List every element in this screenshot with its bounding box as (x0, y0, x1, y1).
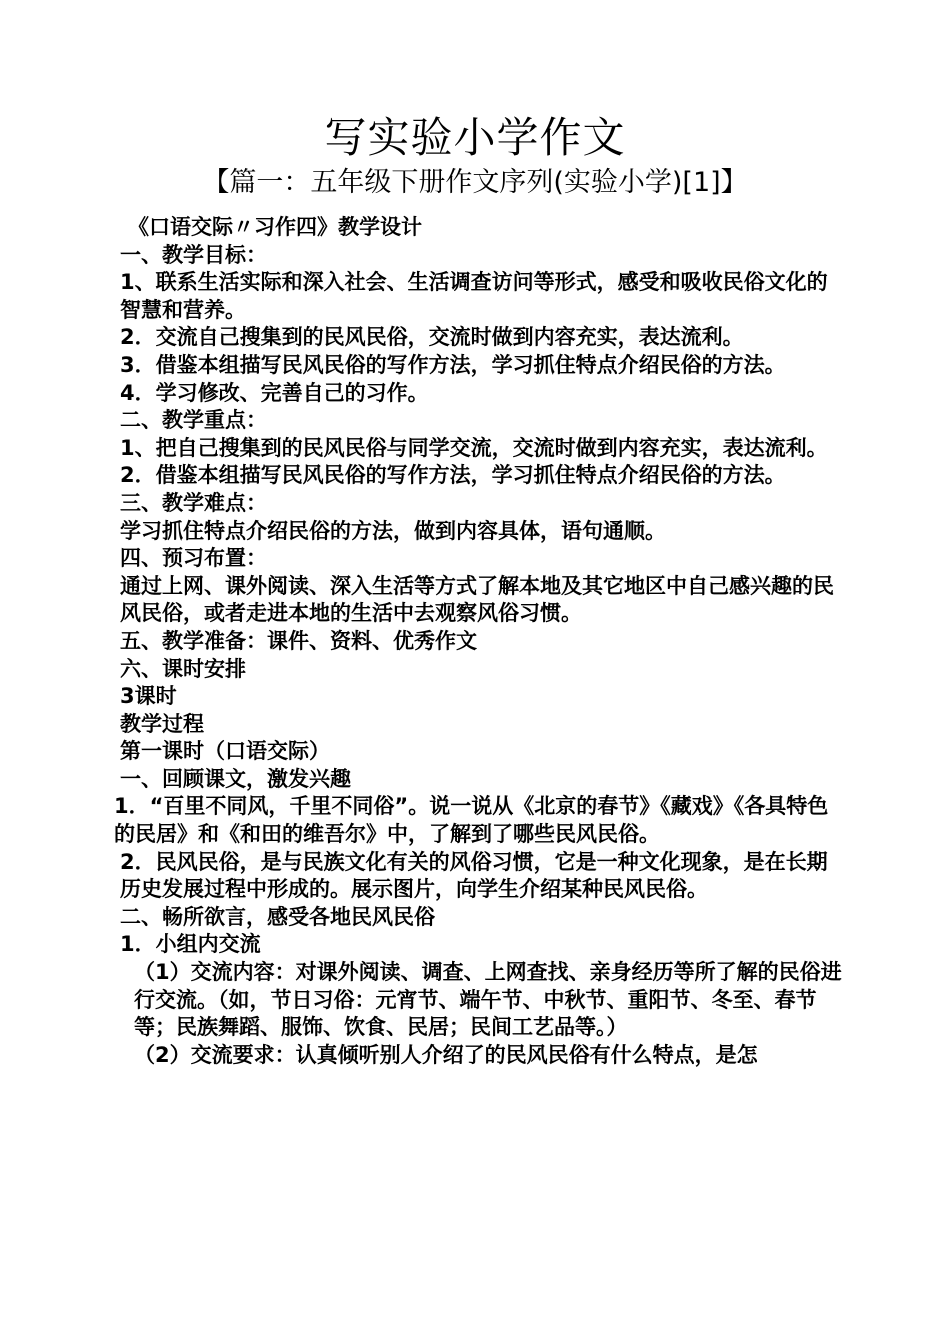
paragraph: 3．借鉴本组描写民风民俗的写作方法，学习抓住特点介绍民俗的方法。 (120, 352, 786, 377)
heading-schedule: 六、课时安排 (120, 656, 246, 681)
heading-discussion: 二、畅所欲言，感受各地民风民俗 (120, 904, 435, 929)
paragraph: 3课时 (120, 684, 177, 709)
heading-key-points: 二、教学重点： (120, 408, 267, 433)
heading-preparation: 五、教学准备：课件、资料、优秀作文 (120, 628, 477, 653)
heading-lesson-one: 第一课时（口语交际） (120, 739, 330, 764)
paragraph: 2．交流自己搜集到的民风民俗，交流时做到内容充实，表达流利。 (120, 325, 744, 350)
paragraph: 1、联系生活实际和深入社会、生活调查访问等形式，感受和吸收民俗文化的智慧和营养。 (120, 270, 828, 322)
paragraph: 通过上网、课外阅读、深入生活等方式了解本地及其它地区中自己感兴趣的民风民俗，或者走进本地的生活中去观察风俗习惯。 (120, 573, 834, 626)
paragraph: 1、把自己搜集到的民风民俗与同学交流，交流时做到内容充实，表达流利。 (120, 435, 828, 460)
heading-review: 一、回顾课文，激发兴趣 (120, 766, 351, 791)
heading-process: 教学过程 (120, 711, 204, 736)
heading-preview: 四、预习布置： (120, 546, 267, 571)
document-body (114, 214, 844, 1069)
heading-teaching-goals: 一、教学目标： (120, 242, 267, 267)
paragraph: 2．借鉴本组描写民风民俗的写作方法，学习抓住特点介绍民俗的方法。 (120, 463, 786, 488)
paragraph: 2．民风民俗，是与民族文化有关的风俗习惯，它是一种文化现象，是在长期历史发展过程中形成的。展示图片，向学生介绍某种民风民俗。 (120, 849, 828, 902)
heading-difficulties: 三、教学难点： (120, 490, 267, 515)
section-heading: 《口语交际〃习作四》教学设计 (128, 215, 422, 239)
document-title: 写实验小学作文 (324, 113, 626, 162)
paragraph: （1）交流内容：对课外阅读、调查、上网查找、亲身经历等所了解的民俗进行交流。（如，节日习俗：元宵节、端午节、中秋节、重阳节、冬至、春节等；民族舞蹈、服饰、饮食、民居；民间工艺品等。） (134, 960, 842, 1040)
paragraph: 4．学习修改、完善自己的习作。 (120, 380, 429, 405)
document-subtitle: 【篇一：五年级下册作文序列(实验小学)[1]】 (202, 167, 748, 198)
paragraph: （2）交流要求：认真倾听别人介绍了的民风民俗有什么特点，是怎 (134, 1042, 758, 1067)
paragraph: 学习抓住特点介绍民俗的方法，做到内容具体，语句通顺。 (120, 518, 666, 543)
paragraph: 1．小组内交流 (120, 932, 261, 957)
paragraph: 1．“百里不同风，千里不同俗”。说一说从《北京的春节》《藏戏》《各具特色的民居》和《和田的维吾尔》中，了解到了哪些民风民俗。 (114, 794, 829, 847)
